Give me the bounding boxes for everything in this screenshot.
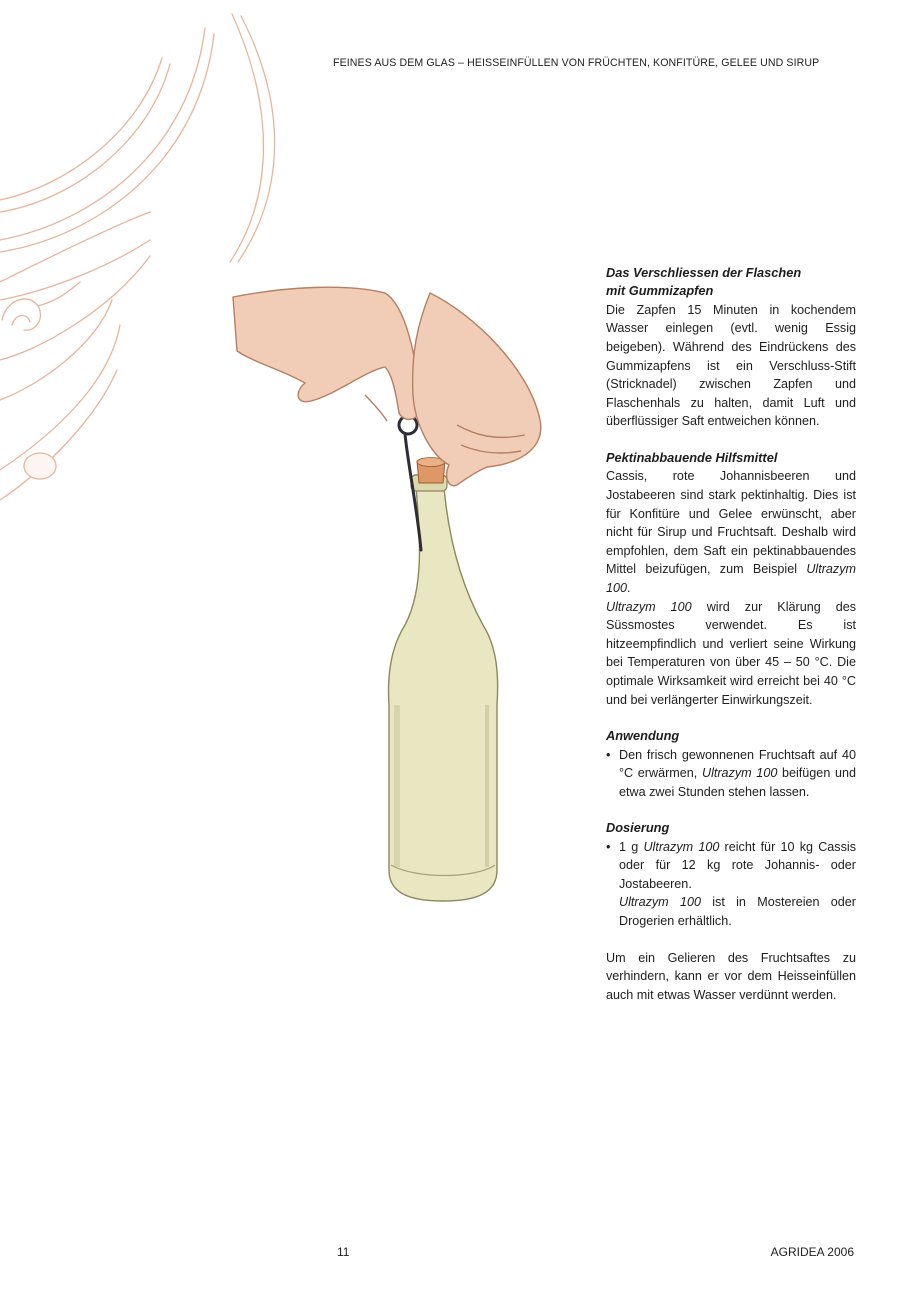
publisher-footer: AGRIDEA 2006 [770,1245,854,1259]
text-column [606,264,856,1004]
product-name: Ultrazym 100 [701,766,778,781]
section-heading-dosierung: Dosierung [606,820,670,836]
bullet-text-a: 1 g [619,839,644,854]
paragraph-verschliessen: Die Zapfen 15 Minuten in kochendem Wasser einlegen (evtl. wenig Essig beigeben). Während des Eindrückens des Gummizapfens ist ein Verschluss-Stift (Stricknadel) zwischen Zapfen und Flaschenhals zu halten, damit Luft und überflüssiger Saft entweichen können. [606,302,856,429]
availability-note-text: ist in Mostereien oder Drogerien erhältlich. [619,895,856,929]
section-heading-verschliessen [606,264,856,301]
hands-drawing [233,287,541,486]
bottle-stopper-illustration [225,275,555,915]
product-name: Ultrazym 100 [606,562,856,595]
paragraph-pektin-1 [606,467,856,597]
bottle-drawing [389,475,498,901]
availability-note [606,893,856,930]
bullet-icon: • [606,839,611,854]
list-item [606,838,856,894]
list-item [606,746,856,802]
paragraph-pektin-1-end: . [627,580,631,595]
bullet-text [619,746,856,802]
paragraph-pektin-2-text: wird zur Klärung des Süssmostes verwendet. Es ist hitzeempfindlich und verliert seine Wirkung bei Temperaturen von über 45 – 50 °C. Die optimale Wirksamkeit wird erreicht bei 40 °C und bei verlängerter Einwirkungszeit. [606,599,857,707]
bullet-icon: • [606,747,611,762]
heading-line-2: mit Gummizapfen [606,283,714,299]
section-anwendung [606,727,856,801]
section-pektin [606,449,856,709]
bullet-text-a: Den frisch gewonnenen Fruchtsaft auf 40 °C erwärmen, [619,747,856,781]
bullet-text-b: beifügen und etwa zwei Stunden stehen lassen. [619,766,856,799]
section-dosierung [606,819,856,930]
paragraph-pektin-1-text: Cassis, rote Johannisbeeren und Jostabeeren sind stark pektinhaltig. Dies ist für Konfitüre und Gelee erwünscht, aber nicht für Sirup und Fruchtsaft. Deshalb wird empfohlen, dem Saft ein pektinabbauendes Mittel beizufügen, zum Beispiel [606,469,856,577]
section-verschliessen [606,264,856,431]
product-name: Ultrazym 100 [619,895,701,910]
section-heading-anwendung: Anwendung [606,728,680,744]
section-heading-pektin: Pektinabbauende Hilfsmittel [606,449,778,465]
heading-line-1: Das Verschliessen der Flaschen [606,265,802,280]
product-name: Ultrazym 100 [643,839,720,854]
bullet-text [619,838,856,894]
rubber-stopper [417,458,445,484]
product-name: Ultrazym 100 [606,599,692,614]
paragraph-pektin-2 [606,598,856,710]
closing-paragraph: Um ein Gelieren des Fruchtsaftes zu verhindern, kann er vor dem Heisseinfüllen auch mit etwas Wasser verdünnt werden. [606,950,856,1002]
page-number: 11 [337,1245,350,1259]
bullet-text-b: reicht für 10 kg Cassis oder für 12 kg rote Johannis- oder Jostabeeren. [619,839,856,891]
running-header: FEINES AUS DEM GLAS – HEISSEINFÜLLEN VON FRÜCHTEN, KONFITÜRE, GELEE UND SIRUP [333,57,820,69]
